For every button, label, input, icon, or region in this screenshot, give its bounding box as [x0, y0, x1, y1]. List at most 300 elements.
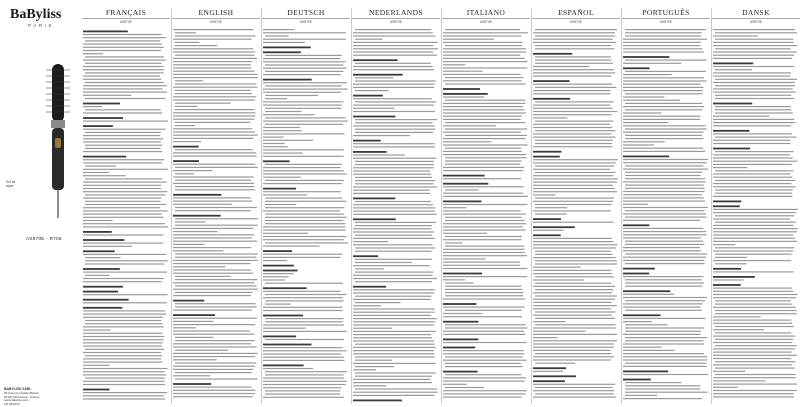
text-line	[263, 143, 285, 144]
language-title: ITALIANO	[442, 8, 530, 19]
text-line	[623, 77, 704, 78]
text-line	[623, 51, 704, 52]
text-line	[83, 47, 164, 48]
text-line	[263, 273, 294, 274]
text-line	[533, 114, 612, 115]
text-line	[173, 204, 232, 205]
text-line	[353, 275, 432, 276]
text-line	[625, 241, 703, 242]
text-line	[85, 349, 164, 350]
text-line	[533, 201, 613, 202]
text-line	[173, 51, 255, 52]
text-line	[83, 278, 164, 279]
text-line	[83, 342, 163, 343]
text-line	[715, 180, 795, 181]
text-line	[715, 313, 797, 314]
text-line	[715, 247, 794, 248]
text-line	[173, 112, 255, 113]
column-body-text	[172, 27, 260, 403]
text-line	[353, 308, 435, 309]
text-line	[535, 251, 611, 252]
text-line	[263, 357, 344, 358]
text-line	[173, 387, 252, 388]
text-line	[443, 170, 523, 171]
text-line	[533, 308, 611, 309]
text-line	[83, 135, 160, 136]
text-line	[83, 106, 102, 107]
text-line	[535, 60, 611, 61]
text-line	[85, 178, 162, 179]
text-line	[263, 173, 347, 174]
text-line	[715, 79, 797, 80]
text-line	[715, 112, 793, 113]
text-line	[713, 238, 795, 239]
text-line	[263, 246, 320, 247]
text-line	[535, 29, 617, 30]
text-line	[175, 306, 257, 307]
text-line	[623, 213, 706, 214]
text-line	[533, 286, 615, 287]
text-line	[85, 98, 165, 99]
text-line	[625, 300, 705, 301]
text-line	[355, 251, 432, 252]
text-line	[445, 242, 462, 243]
text-line	[533, 90, 610, 91]
text-line	[265, 339, 344, 340]
text-line	[355, 366, 394, 367]
handle	[52, 128, 64, 190]
text-line	[83, 53, 103, 54]
language-column	[532, 8, 620, 404]
text-line	[533, 210, 611, 211]
text-line	[173, 170, 212, 171]
text-line	[355, 302, 401, 303]
text-line	[85, 204, 166, 205]
text-line	[83, 79, 161, 80]
text-line	[713, 297, 796, 298]
text-line	[533, 182, 617, 183]
text-line	[715, 106, 791, 107]
text-line	[713, 320, 791, 321]
text-line	[623, 181, 706, 182]
text-line	[263, 239, 344, 240]
text-line	[263, 58, 340, 59]
text-line	[443, 196, 528, 197]
text-line	[265, 85, 342, 86]
text-line	[715, 304, 792, 305]
column-model: AS970E	[390, 20, 402, 24]
text-line	[265, 223, 346, 224]
text-line	[625, 244, 704, 245]
text-line	[625, 165, 703, 166]
text-line	[533, 337, 558, 338]
section-heading	[83, 250, 115, 252]
text-line	[713, 291, 793, 292]
text-line	[533, 315, 612, 316]
text-line	[175, 167, 258, 168]
text-line	[623, 220, 700, 221]
text-line	[83, 317, 163, 318]
text-line	[625, 60, 707, 61]
text-line	[715, 368, 795, 369]
text-line	[263, 137, 284, 138]
text-line	[83, 333, 162, 334]
text-line	[533, 117, 567, 118]
text-line	[625, 392, 708, 393]
text-line	[443, 138, 526, 139]
text-line	[443, 154, 526, 155]
switch	[55, 138, 61, 148]
text-line	[443, 360, 527, 361]
text-line	[625, 331, 701, 332]
text-line	[623, 90, 703, 91]
text-line	[623, 148, 703, 149]
text-line	[265, 300, 344, 301]
text-line	[623, 169, 708, 170]
text-line	[623, 151, 705, 152]
text-line	[173, 396, 253, 397]
text-line	[533, 321, 565, 322]
language-column	[262, 8, 350, 404]
text-line	[713, 288, 792, 289]
text-line	[445, 236, 522, 237]
section-heading	[713, 284, 741, 286]
text-line	[713, 116, 769, 117]
text-line	[713, 154, 790, 155]
text-line	[715, 69, 752, 70]
text-line	[173, 58, 257, 59]
text-line	[445, 164, 520, 165]
text-line	[263, 279, 285, 280]
text-line	[445, 327, 527, 328]
text-line	[353, 135, 410, 136]
text-line	[175, 32, 196, 33]
text-line	[263, 74, 341, 75]
text-line	[713, 209, 798, 210]
language-columns	[82, 8, 800, 404]
section-heading	[443, 339, 479, 341]
text-line	[443, 35, 521, 36]
text-line	[173, 263, 251, 264]
column-model: AS970E	[120, 20, 132, 24]
text-line	[83, 172, 109, 173]
section-heading	[353, 116, 395, 118]
text-line	[713, 167, 747, 168]
text-line	[353, 347, 436, 348]
text-line	[175, 149, 253, 150]
text-line	[353, 211, 435, 212]
section-heading	[353, 140, 381, 142]
text-line	[445, 282, 474, 283]
text-line	[265, 198, 342, 199]
text-line	[533, 137, 616, 138]
text-line	[173, 39, 251, 40]
text-line	[263, 89, 348, 90]
text-line	[715, 151, 794, 152]
text-line	[265, 214, 344, 215]
text-line	[533, 384, 615, 385]
column-body-text	[262, 27, 350, 403]
text-line	[353, 48, 438, 49]
section-heading	[443, 273, 482, 275]
text-line	[173, 343, 251, 344]
text-line	[83, 112, 162, 113]
text-line	[263, 291, 341, 292]
text-line	[175, 125, 195, 126]
language-column	[82, 8, 170, 404]
section-heading	[263, 265, 294, 267]
text-line	[443, 255, 527, 256]
text-line	[83, 198, 161, 199]
language-title: ENGLISH	[172, 8, 260, 19]
text-line	[263, 191, 341, 192]
text-line	[355, 101, 436, 102]
text-line	[175, 35, 255, 36]
text-line	[173, 71, 254, 72]
text-line	[443, 39, 494, 40]
section-heading	[83, 268, 120, 270]
text-line	[625, 103, 702, 104]
text-line	[353, 369, 376, 370]
text-line	[535, 318, 615, 319]
text-line	[353, 228, 431, 229]
text-line	[443, 210, 521, 211]
text-line	[713, 364, 792, 365]
text-line	[175, 340, 255, 341]
text-line	[265, 117, 346, 118]
text-line	[173, 115, 255, 116]
language-title: DANSK	[712, 8, 800, 19]
text-line	[443, 262, 520, 263]
text-line	[173, 375, 210, 376]
text-line	[445, 77, 523, 78]
text-line	[175, 253, 257, 254]
text-line	[83, 129, 165, 130]
text-line	[173, 295, 251, 296]
column-body-text	[442, 27, 530, 403]
text-line	[623, 197, 704, 198]
text-line	[443, 51, 526, 52]
section-heading	[713, 276, 755, 278]
text-line	[713, 119, 794, 120]
text-line	[173, 197, 251, 198]
text-line	[535, 87, 616, 88]
text-line	[623, 119, 700, 120]
text-line	[715, 361, 795, 362]
text-line	[173, 310, 252, 311]
text-line	[713, 271, 794, 272]
text-line	[715, 300, 791, 301]
text-line	[713, 173, 790, 174]
language-title: NEDERLANDS	[352, 8, 440, 19]
text-line	[173, 128, 252, 129]
section-heading	[443, 347, 475, 349]
text-line	[175, 362, 256, 363]
text-line	[623, 63, 681, 64]
text-line	[715, 170, 793, 171]
text-line	[173, 346, 257, 347]
text-line	[263, 68, 346, 69]
section-heading	[533, 234, 561, 236]
text-line	[445, 286, 521, 287]
text-line	[533, 356, 614, 357]
text-line	[715, 332, 791, 333]
text-line	[353, 193, 430, 194]
text-line	[623, 307, 701, 308]
section-heading	[623, 156, 669, 158]
text-line	[173, 156, 256, 157]
text-line	[533, 146, 612, 147]
text-line	[263, 226, 345, 227]
text-line	[443, 103, 525, 104]
text-line	[83, 234, 163, 235]
text-line	[533, 175, 613, 176]
column-body-text	[712, 27, 800, 403]
text-line	[445, 160, 522, 161]
text-line	[173, 176, 254, 177]
text-line	[533, 305, 617, 306]
text-line	[715, 215, 794, 216]
text-line	[83, 368, 168, 369]
text-line	[173, 327, 196, 328]
section-heading	[83, 299, 129, 301]
text-line	[355, 247, 435, 248]
text-line	[443, 239, 521, 240]
text-line	[623, 207, 708, 208]
section-heading	[713, 63, 753, 65]
text-line	[623, 159, 708, 160]
text-line	[173, 359, 217, 360]
text-line	[443, 233, 487, 234]
text-line	[713, 161, 797, 162]
section-heading	[83, 156, 126, 158]
column-model: AS970E	[660, 20, 672, 24]
text-line	[173, 318, 257, 319]
text-line	[353, 278, 437, 279]
text-line	[713, 82, 795, 83]
text-line	[353, 69, 434, 70]
text-line	[443, 204, 527, 205]
text-line	[175, 276, 230, 277]
text-line	[713, 323, 792, 324]
text-line	[713, 133, 792, 134]
text-line	[175, 109, 254, 110]
language-column	[442, 8, 530, 404]
text-line	[353, 321, 435, 322]
text-line	[623, 74, 672, 75]
text-line	[353, 98, 432, 99]
text-line	[535, 353, 611, 354]
text-line	[353, 382, 432, 383]
text-line	[623, 84, 701, 85]
text-line	[353, 363, 436, 364]
text-line	[175, 221, 206, 222]
text-line	[623, 96, 664, 97]
section-heading	[443, 303, 476, 305]
text-line	[533, 350, 611, 351]
text-line	[533, 76, 611, 77]
text-line	[355, 259, 432, 260]
text-line	[173, 260, 258, 261]
section-heading	[623, 273, 649, 275]
section-heading	[533, 226, 575, 228]
text-line	[263, 297, 343, 298]
text-line	[83, 175, 126, 176]
text-line	[535, 35, 615, 36]
text-line	[83, 384, 165, 385]
text-line	[713, 186, 796, 187]
text-line	[353, 350, 434, 351]
text-line	[713, 355, 797, 356]
text-line	[715, 98, 794, 99]
text-line	[713, 336, 795, 337]
text-line	[443, 316, 522, 317]
text-line	[353, 385, 386, 386]
text-line	[623, 191, 705, 192]
text-line	[625, 282, 704, 283]
brand-logo	[10, 8, 72, 28]
text-line	[173, 87, 257, 88]
text-line	[265, 220, 343, 221]
text-line	[623, 144, 654, 145]
section-heading	[443, 321, 478, 323]
text-line	[445, 387, 484, 388]
text-line	[535, 56, 611, 57]
text-line	[443, 55, 520, 56]
text-line	[533, 185, 613, 186]
text-line	[625, 279, 702, 280]
text-line	[83, 314, 166, 315]
text-line	[353, 312, 434, 313]
text-line	[83, 294, 168, 295]
text-line	[353, 111, 435, 112]
text-line	[265, 124, 343, 125]
text-line	[713, 260, 791, 261]
text-line	[625, 29, 706, 30]
text-line	[535, 214, 567, 215]
text-line	[83, 188, 161, 189]
text-line	[443, 353, 524, 354]
text-line	[83, 151, 162, 152]
text-line	[625, 172, 703, 173]
text-line	[175, 186, 254, 187]
text-line	[713, 231, 797, 232]
text-line	[623, 343, 704, 344]
text-line	[175, 225, 258, 226]
text-line	[83, 44, 162, 45]
text-line	[623, 112, 661, 113]
text-line	[263, 384, 346, 385]
column-divider	[711, 8, 712, 404]
text-line	[353, 289, 435, 290]
text-line	[353, 292, 434, 293]
text-line	[535, 387, 613, 388]
text-line	[623, 100, 680, 101]
text-line	[83, 207, 160, 208]
column-divider	[171, 8, 172, 404]
text-line	[355, 164, 434, 165]
text-line	[263, 61, 346, 62]
text-line	[533, 279, 584, 280]
text-line	[355, 29, 431, 30]
text-line	[263, 310, 343, 311]
text-line	[83, 121, 168, 122]
text-line	[533, 247, 616, 248]
text-line	[625, 263, 705, 264]
text-line	[355, 296, 431, 297]
section-heading	[83, 31, 128, 33]
text-line	[355, 80, 436, 81]
